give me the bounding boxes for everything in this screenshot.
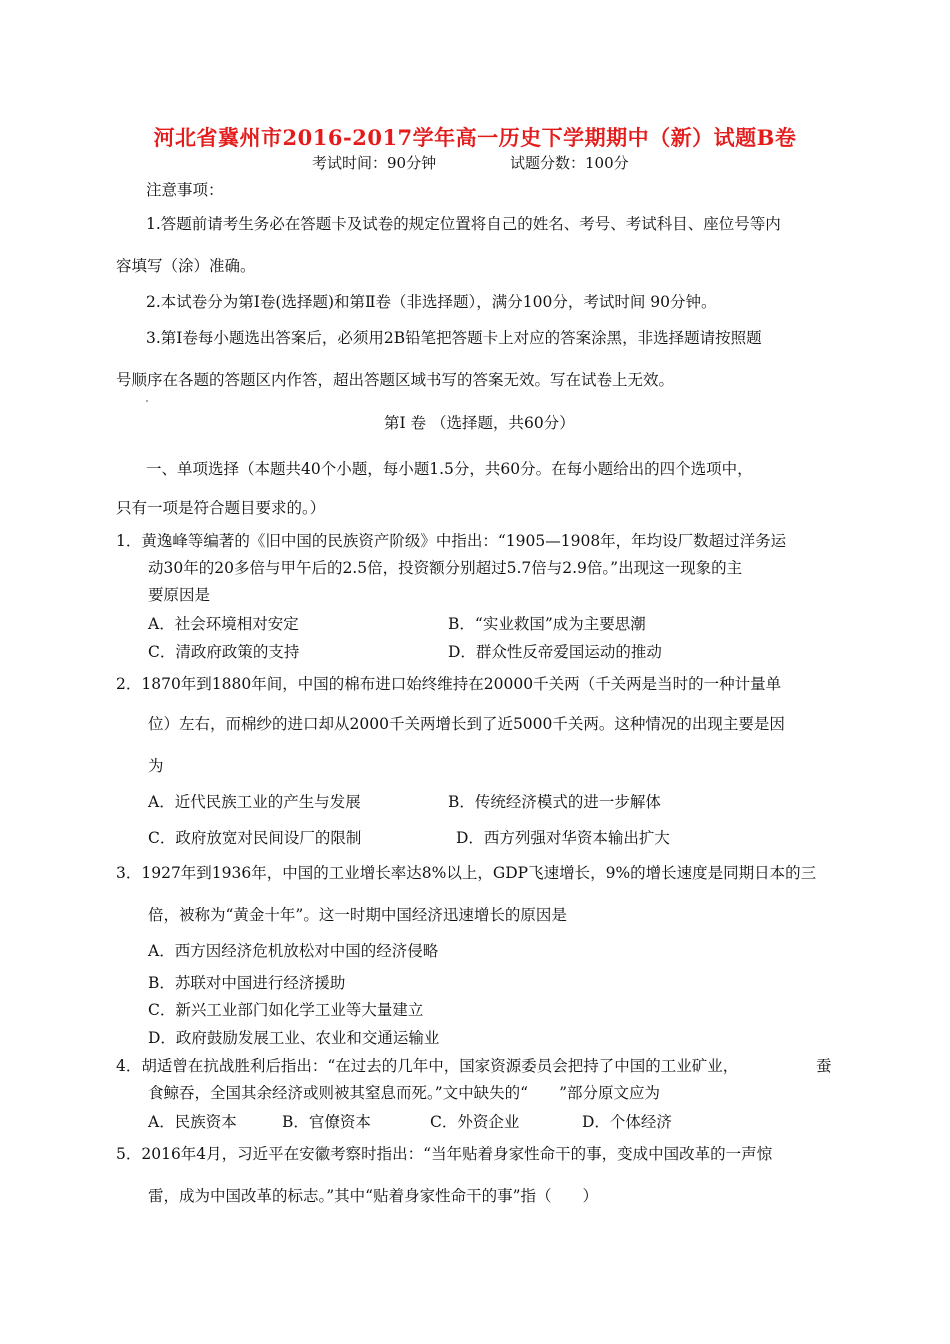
note-3-line-1: 3.第Ⅰ卷每小题选出答案后，必须用2B铅笔把答题卡上对应的答案涂黑，非选择题请按照题 xyxy=(146,329,762,347)
q2-option-a: A．近代民族工业的产生与发展 xyxy=(148,793,361,811)
q3-option-b: B．苏联对中国进行经济援助 xyxy=(148,974,346,992)
note-1-line-2: 容填写（涂）准确。 xyxy=(116,257,256,275)
scan-speck xyxy=(146,400,148,402)
q1-option-c: C．清政府政策的支持 xyxy=(148,643,300,661)
part-1-instructions-line-1: 一、单项选择（本题共40个小题，每小题1.5分，共60分。在每小题给出的四个选项中， xyxy=(146,460,753,478)
q1-option-a: A．社会环境相对安定 xyxy=(148,615,299,633)
note-3-line-2: 号顺序在各题的答题区内作答，超出答题区域书写的答案无效。写在试卷上无效。 xyxy=(116,371,675,389)
q2-stem-line-1: 2．1870年到1880年间，中国的棉布进口始终维持在20000千关两（千关两是当时的一种计量单 xyxy=(116,675,782,693)
q1-stem-line-1: 1．黄逸峰等编著的《旧中国的民族资产阶级》中指出：“1905—1908年，年均设厂数超过洋务运 xyxy=(116,532,787,550)
q3-option-d: D．政府鼓励发展工业、农业和交通运输业 xyxy=(148,1029,440,1047)
q1-option-b: B．“实业救国”成为主要思潮 xyxy=(448,615,646,633)
q1-option-d: D．群众性反帝爱国运动的推动 xyxy=(448,643,662,661)
q4-stem-line-1-end: 蚕 xyxy=(816,1057,832,1075)
q4-option-b: B．官僚资本 xyxy=(282,1113,371,1131)
exam-title: 河北省冀州市2016-2017学年高一历史下学期期中（新）试题B卷 xyxy=(153,125,797,150)
q2-stem-line-3: 为 xyxy=(148,757,164,775)
q4-option-a: A．民族资本 xyxy=(148,1113,237,1131)
q2-option-c: C．政府放宽对民间设厂的限制 xyxy=(148,829,362,847)
q3-stem-line-2: 倍，被称为“黄金十年”。这一时期中国经济迅速增长的原因是 xyxy=(148,906,567,924)
q2-option-b: B．传统经济模式的进一步解体 xyxy=(448,793,661,811)
q4-option-c: C．外资企业 xyxy=(430,1113,520,1131)
q4-stem-line-2: 食鲸吞，全国其余经济或则被其窒息而死。”文中缺失的“ ”部分原文应为 xyxy=(148,1084,661,1102)
q3-stem-line-1: 3．1927年到1936年，中国的工业增长率达8%以上，GDP飞速增长，9%的增长速度是同期日本的三 xyxy=(116,864,817,882)
note-1-line-1: 1.答题前请考生务必在答题卡及试卷的规定位置将自己的姓名、考号、考试科目、座位号等内 xyxy=(146,215,781,233)
q5-stem-line-2: 雷，成为中国改革的标志。”其中“贴着身家性命干的事”指（ ） xyxy=(148,1187,599,1205)
q3-option-a: A．西方因经济危机放松对中国的经济侵略 xyxy=(148,942,439,960)
section-heading: 第Ⅰ 卷 （选择题，共60分） xyxy=(384,414,575,432)
notes-heading: 注意事项： xyxy=(146,181,224,199)
part-1-instructions-line-2: 只有一项是符合题目要求的。） xyxy=(116,499,326,517)
q4-stem-line-1: 4．胡适曾在抗战胜利后指出：“在过去的几年中，国家资源委员会把持了中国的工业矿业， xyxy=(116,1057,739,1075)
q1-stem-line-3: 要原因是 xyxy=(148,586,211,604)
q5-stem-line-1: 5．2016年4月，习近平在安徽考察时指出：“当年贴着身家性命干的事，变成中国改革的一声惊 xyxy=(116,1145,773,1163)
q2-option-d: D．西方列强对华资本输出扩大 xyxy=(456,829,670,847)
q2-stem-line-2: 位）左右，而棉纱的进口却从2000千关两增长到了近5000千关两。这种情况的出现主要是因 xyxy=(148,715,785,733)
exam-score: 试题分数：100分 xyxy=(510,154,629,172)
exam-time: 考试时间：90分钟 xyxy=(312,154,437,172)
q1-stem-line-2: 动30年的20多倍与甲午后的2.5倍，投资额分别超过5.7倍与2.9倍。”出现这一现象的主 xyxy=(148,559,743,577)
q3-option-c: C．新兴工业部门如化学工业等大量建立 xyxy=(148,1001,424,1019)
q4-option-d: D．个体经济 xyxy=(582,1113,672,1131)
note-2: 2.本试卷分为第Ⅰ卷(选择题)和第Ⅱ卷（非选择题），满分100分，考试时间 90分钟。 xyxy=(146,293,717,311)
